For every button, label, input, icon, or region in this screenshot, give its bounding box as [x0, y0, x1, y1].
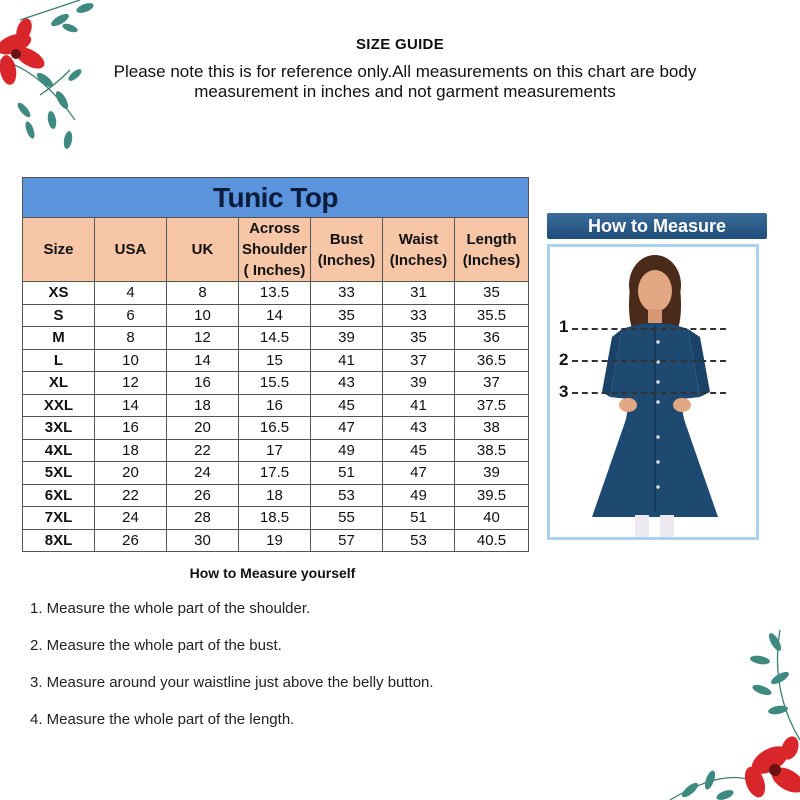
table-cell: 41 — [311, 349, 383, 372]
table-cell: 24 — [167, 462, 239, 485]
reference-note: Please note this is for reference only.All measurements on this chart are body measurement in inches and not garment measurements — [113, 62, 697, 101]
table-cell: 17 — [239, 439, 311, 462]
instructions-heading: How to Measure yourself — [189, 565, 356, 581]
table-cell: 18.5 — [239, 507, 311, 530]
table-cell: 3XL — [23, 417, 95, 440]
table-cell: 31 — [383, 282, 455, 305]
table-cell: 35 — [311, 304, 383, 327]
table-cell: 14 — [167, 349, 239, 372]
table-cell: L — [23, 349, 95, 372]
page-title: SIZE GUIDE — [355, 36, 444, 53]
table-cell: 39 — [311, 327, 383, 350]
table-cell: 49 — [383, 484, 455, 507]
column-header-usa: USA — [95, 218, 167, 282]
table-cell: 40.5 — [455, 529, 529, 552]
table-row — [23, 507, 529, 530]
table-row — [23, 327, 529, 350]
table-cell: 13.5 — [239, 282, 311, 305]
instruction-step: 2. Measure the whole part of the bust. — [30, 637, 282, 654]
table-cell: XS — [23, 282, 95, 305]
table-cell: 6 — [95, 304, 167, 327]
table-cell: 45 — [311, 394, 383, 417]
table-cell: 8XL — [23, 529, 95, 552]
waist-measure-line — [572, 392, 726, 394]
table-cell: 37.5 — [455, 394, 529, 417]
table-cell: 47 — [383, 462, 455, 485]
table-cell: 24 — [95, 507, 167, 530]
shoulder-measure-line — [572, 328, 726, 330]
table-cell: 35 — [455, 282, 529, 305]
table-cell: 45 — [383, 439, 455, 462]
table-cell: 39 — [383, 372, 455, 395]
table-cell: XXL — [23, 394, 95, 417]
table-cell: 49 — [311, 439, 383, 462]
table-cell: 16.5 — [239, 417, 311, 440]
table-cell: 53 — [311, 484, 383, 507]
table-cell: 17.5 — [239, 462, 311, 485]
table-cell: 8 — [167, 282, 239, 305]
table-cell: 37 — [455, 372, 529, 395]
column-header-shoulder: Across Shoulder ( Inches) — [239, 218, 311, 282]
table-cell: 43 — [311, 372, 383, 395]
table-row — [23, 394, 529, 417]
table-row — [23, 439, 529, 462]
table-row — [23, 529, 529, 552]
table-cell: 35 — [383, 327, 455, 350]
table-row — [23, 417, 529, 440]
table-cell: 22 — [167, 439, 239, 462]
marker-2-bust: 2 — [559, 350, 569, 369]
instructions-list — [30, 600, 434, 748]
table-cell: 4 — [95, 282, 167, 305]
table-cell: 12 — [167, 327, 239, 350]
table-cell: 16 — [95, 417, 167, 440]
table-cell: 14.5 — [239, 327, 311, 350]
instruction-step: 1. Measure the whole part of the shoulder. — [30, 600, 311, 617]
table-row — [23, 484, 529, 507]
column-header-uk: UK — [167, 218, 239, 282]
how-to-measure-banner: How to Measure — [547, 213, 767, 239]
table-cell: 5XL — [23, 462, 95, 485]
column-header-bust: Bust (Inches) — [311, 218, 383, 282]
table-cell: 18 — [239, 484, 311, 507]
table-cell: 36 — [455, 327, 529, 350]
column-header-waist: Waist (Inches) — [383, 218, 455, 282]
marker-1-shoulder: 1 — [559, 317, 569, 336]
marker-3-waist: 3 — [559, 382, 569, 401]
table-cell: 6XL — [23, 484, 95, 507]
table-cell: 43 — [383, 417, 455, 440]
table-cell: 10 — [95, 349, 167, 372]
table-cell: 4XL — [23, 439, 95, 462]
table-cell: 15.5 — [239, 372, 311, 395]
table-cell: 14 — [95, 394, 167, 417]
table-cell: M — [23, 327, 95, 350]
table-cell: 16 — [239, 394, 311, 417]
table-cell: 28 — [167, 507, 239, 530]
table-cell: 18 — [95, 439, 167, 462]
table-cell: 20 — [167, 417, 239, 440]
table-cell: 51 — [311, 462, 383, 485]
table-cell: 51 — [383, 507, 455, 530]
column-header-size: Size — [23, 218, 95, 282]
table-cell: 19 — [239, 529, 311, 552]
table-cell: 38 — [455, 417, 529, 440]
table-cell: 37 — [383, 349, 455, 372]
table-cell: 26 — [167, 484, 239, 507]
table-cell: 20 — [95, 462, 167, 485]
table-cell: 39 — [455, 462, 529, 485]
table-row — [23, 372, 529, 395]
table-cell: 30 — [167, 529, 239, 552]
table-row — [23, 349, 529, 372]
table-cell: 39.5 — [455, 484, 529, 507]
table-row — [23, 462, 529, 485]
table-cell: 16 — [167, 372, 239, 395]
table-cell: 53 — [383, 529, 455, 552]
column-header-length: Length (Inches) — [455, 218, 529, 282]
table-header-row — [23, 218, 529, 282]
floral-decoration-bottom-right-icon — [630, 630, 800, 800]
table-title: Tunic Top — [23, 178, 529, 218]
table-cell: 18 — [167, 394, 239, 417]
table-cell: 14 — [239, 304, 311, 327]
instruction-step: 3. Measure around your waistline just above the belly button. — [30, 674, 434, 691]
table-cell: 7XL — [23, 507, 95, 530]
table-body — [23, 282, 529, 552]
table-cell: 26 — [95, 529, 167, 552]
table-cell: 22 — [95, 484, 167, 507]
instruction-step: 4. Measure the whole part of the length. — [30, 711, 295, 728]
table-cell: S — [23, 304, 95, 327]
table-cell: 33 — [311, 282, 383, 305]
table-cell: 55 — [311, 507, 383, 530]
table-cell: 10 — [167, 304, 239, 327]
table-cell: 36.5 — [455, 349, 529, 372]
table-row — [23, 304, 529, 327]
table-cell: 33 — [383, 304, 455, 327]
table-cell: 12 — [95, 372, 167, 395]
table-cell: 15 — [239, 349, 311, 372]
table-cell: 8 — [95, 327, 167, 350]
table-cell: 47 — [311, 417, 383, 440]
size-chart-table — [22, 177, 529, 552]
table-cell: 38.5 — [455, 439, 529, 462]
table-cell: XL — [23, 372, 95, 395]
table-cell: 40 — [455, 507, 529, 530]
table-cell: 35.5 — [455, 304, 529, 327]
bust-measure-line — [572, 360, 726, 362]
table-cell: 57 — [311, 529, 383, 552]
table-cell: 41 — [383, 394, 455, 417]
table-row — [23, 282, 529, 305]
